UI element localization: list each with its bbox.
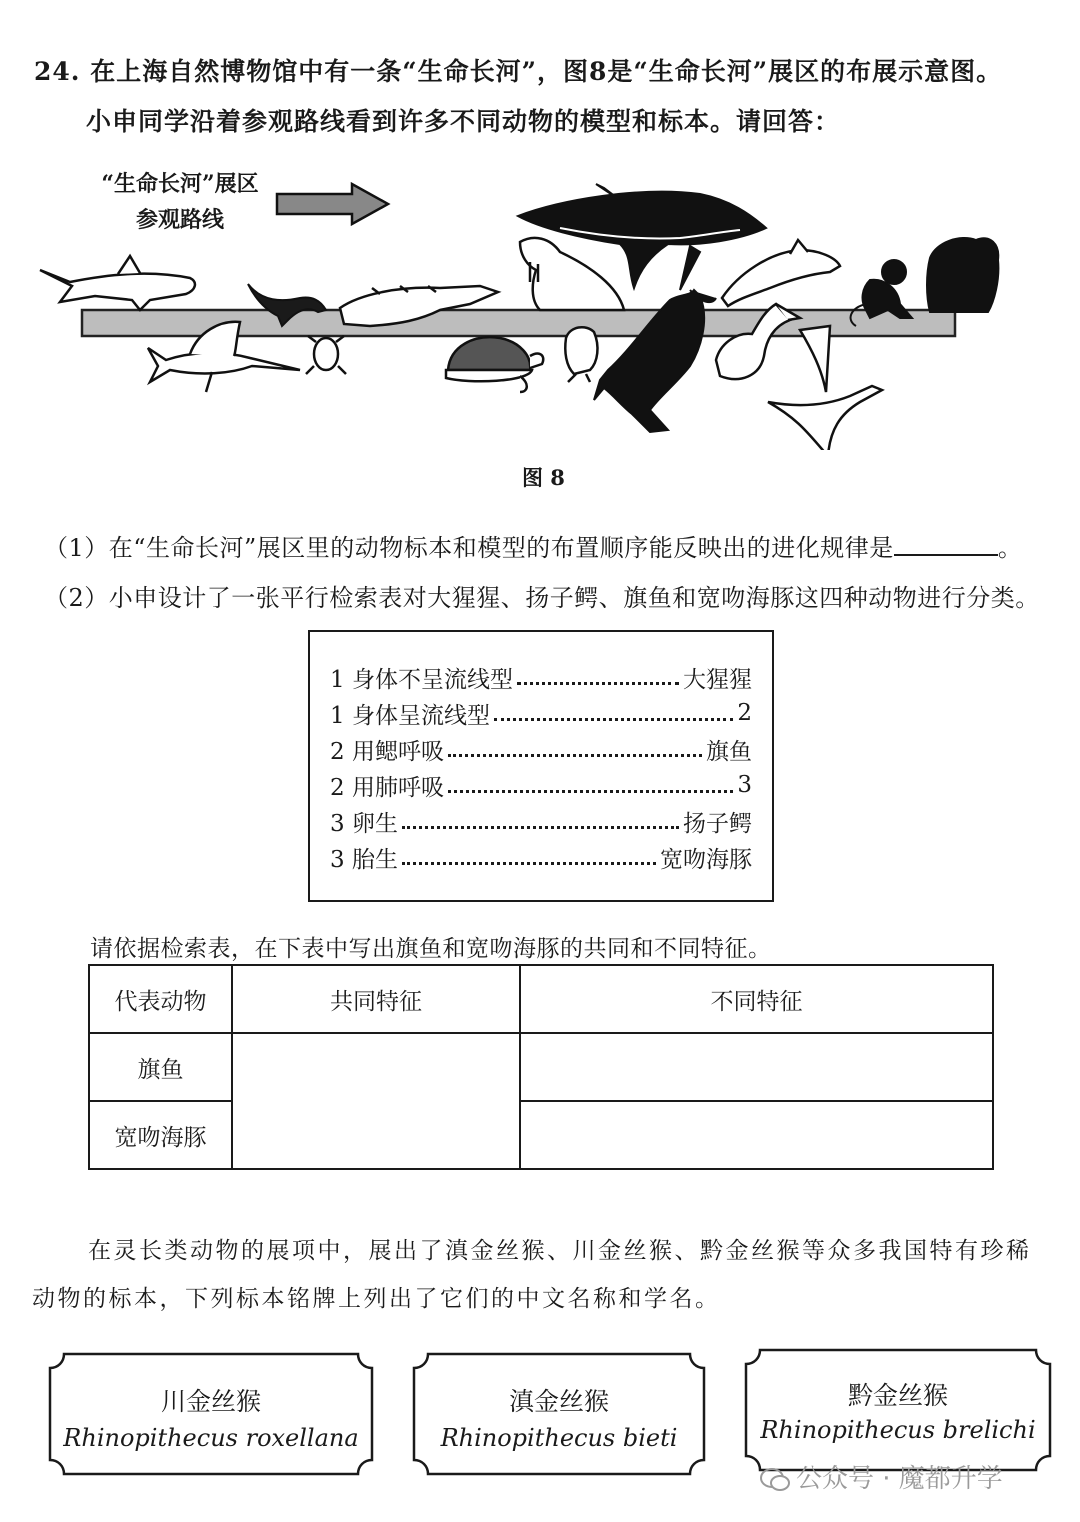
plaque-chinese-name: 滇金丝猴 [508,1387,609,1416]
parrot-icon [565,327,597,382]
question-stem: 在上海自然博物馆中有一条“生命长河”，图8是“生命长河”展区的布展示意图。 [90,57,1003,86]
key-left: 2 用鳃呼吸 [330,738,444,765]
key-row [330,731,752,767]
exhibit-figure [0,170,1080,450]
key-row [330,803,752,839]
different-features-cell[interactable] [520,1033,993,1101]
different-features-cell[interactable] [520,1101,993,1169]
sub-question-1-text: （1）在“生命长河”展区里的动物标本和模型的布置顺序能反映出的进化规律是 [44,534,894,562]
specimen-plaque [408,1346,710,1482]
key-right: 旗鱼 [706,738,752,765]
plaque-chinese-name: 川金丝猴 [160,1387,261,1416]
watermark-text: 公众号 · 魔都升学 [796,1464,1003,1494]
plaque-scientific-name: Rhinopithecus bieti [440,1424,678,1452]
key-row [330,839,752,875]
leader-dots [448,790,733,793]
figure-caption: 图 8 [522,465,565,490]
turtle-icon [446,337,543,392]
key-right: 宽吻海豚 [660,846,752,873]
shark-icon [40,256,195,310]
legend-subtitle: 参观路线 [135,207,224,233]
header-cell: 不同特征 [520,965,993,1033]
header-cell: 共同特征 [232,965,520,1033]
walrus-icon [520,238,624,310]
key-row [330,695,752,731]
key-left: 3 胎生 [330,846,398,873]
header-cell: 代表动物 [89,965,232,1033]
key-left: 3 卵生 [330,810,398,837]
leader-dots [402,862,656,865]
question-line-2: 小申同学沿着参观路线看到许多不同动物的模型和标本。请回答： [86,107,841,136]
key-right: 大猩猩 [683,666,752,693]
route-arrow-icon [277,184,388,224]
dichotomous-key [308,630,774,902]
watermark [760,1458,1003,1495]
primate-paragraph-line-1: 在灵长类动物的展项中，展出了滇金丝猴、川金丝猴、黔金丝猴等众多我国特有珍稀 [88,1238,1032,1264]
dolphin-icon [722,240,840,306]
leader-dots [494,718,733,721]
question-number: 24. [34,57,81,86]
sub-question-1-end: 。 [997,534,1023,562]
leader-dots [448,754,702,757]
gorilla-icon [927,238,998,312]
sub-question-2: （2）小申设计了一张平行检索表对大猩猩、扬子鳄、旗鱼和宽吻海豚这四种动物进行分类。 [44,584,1040,612]
sub-question-1 [44,528,1022,563]
legend-title: “生命长河”展区 [101,171,259,197]
key-right: 2 [737,700,752,726]
swan-icon [768,326,882,450]
common-features-cell[interactable] [232,1033,520,1169]
key-left: 1 身体呈流线型 [330,702,490,729]
plaque-chinese-name: 黔金丝猴 [847,1381,948,1410]
key-row [330,767,752,803]
wechat-icon [760,1467,790,1493]
table-row [89,1033,993,1101]
question-line-1 [34,52,1002,88]
answer-blank[interactable] [894,532,998,556]
feature-table [88,964,994,1170]
key-left: 1 身体不呈流线型 [330,666,513,693]
table-intro: 请依据检索表，在下表中写出旗鱼和宽吻海豚的共同和不同特征。 [90,936,772,962]
plaque-scientific-name: Rhinopithecus roxellana [63,1424,359,1452]
row-label: 旗鱼 [89,1033,232,1101]
leader-dots [402,826,679,829]
key-right: 扬子鳄 [683,810,752,837]
table-header-row [89,965,993,1033]
plaque-scientific-name: Rhinopithecus brelichi [760,1416,1036,1444]
specimen-plaque [44,1346,378,1482]
table-row [89,1101,993,1169]
frog-icon [306,336,346,374]
key-left: 2 用肺呼吸 [330,774,444,801]
row-label: 宽吻海豚 [89,1101,232,1169]
primate-paragraph-line-2: 动物的标本，下列标本铭牌上列出了它们的中文名称和学名。 [32,1286,721,1312]
leader-dots [517,682,679,685]
key-right: 3 [737,772,752,798]
key-row [330,659,752,695]
